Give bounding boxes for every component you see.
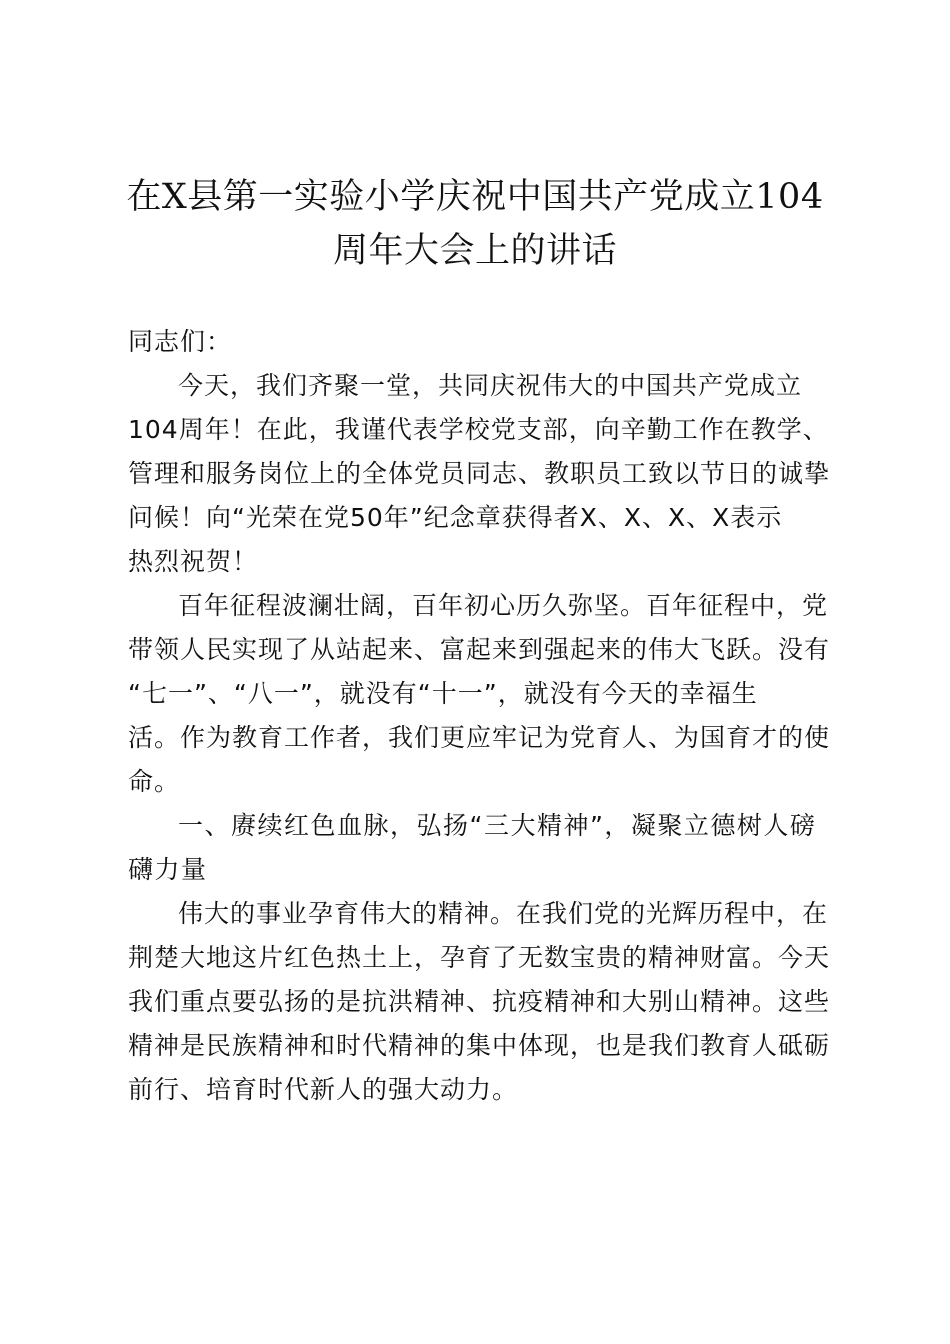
paragraph-line: 我们重点要弘扬的是抗洪精神、抗疫精神和大别山精神。这些 <box>128 987 831 1016</box>
document-body <box>128 320 830 1112</box>
section-heading-1 <box>128 804 830 892</box>
paragraph-line: 荆楚大地这片红色热土上，孕育了无数宝贵的精神财富。今天 <box>128 943 831 972</box>
paragraph-line: 命。 <box>128 767 181 796</box>
paragraph-line: “七一”、“八一”，就没有“十一”，就没有今天的幸福生 <box>128 679 758 708</box>
paragraph-line: 带领人民实现了从站起来、富起来到强起来的伟大飞跃。没有 <box>128 635 831 664</box>
paragraph-1 <box>128 364 830 584</box>
document-title <box>120 170 830 278</box>
paragraph-line: 百年征程波澜壮阔，百年初心历久弥坚。百年征程中，党 <box>178 591 829 620</box>
paragraph-line: 104周年！在此，我谨代表学校党支部，向辛勤工作在教学、 <box>128 415 829 444</box>
section-heading-line: 一、赓续红色血脉，弘扬“三大精神”，凝聚立德树人磅 <box>178 811 817 840</box>
paragraph-line: 管理和服务岗位上的全体党员同志、教职员工致以节日的诚挚 <box>128 459 831 488</box>
paragraph-line: 热烈祝贺！ <box>128 547 259 576</box>
salutation: 同志们： <box>128 327 233 356</box>
paragraph-line: 今天，我们齐聚一堂，共同庆祝伟大的中国共产党成立 <box>178 371 803 400</box>
title-line-2: 周年大会上的讲话 <box>332 231 617 271</box>
paragraph-line: 活。作为教育工作者，我们更应牢记为党育人、为国育才的使 <box>128 723 831 752</box>
section-heading-line: 礴力量 <box>128 855 208 884</box>
paragraph-line: 问候！向“光荣在党50年”纪念章获得者X、X、X、X表示 <box>128 503 783 532</box>
paragraph-line: 伟大的事业孕育伟大的精神。在我们党的光辉历程中，在 <box>178 899 829 928</box>
paragraph-3 <box>128 892 830 1112</box>
paragraph-line: 精神是民族精神和时代精神的集中体现，也是我们教育人砥砺 <box>128 1031 831 1060</box>
paragraph-2 <box>128 584 830 804</box>
title-line-1: 在X县第一实验小学庆祝中国共产党成立104 <box>126 177 824 217</box>
paragraph-line: 前行、培育时代新人的强大动力。 <box>128 1075 519 1104</box>
